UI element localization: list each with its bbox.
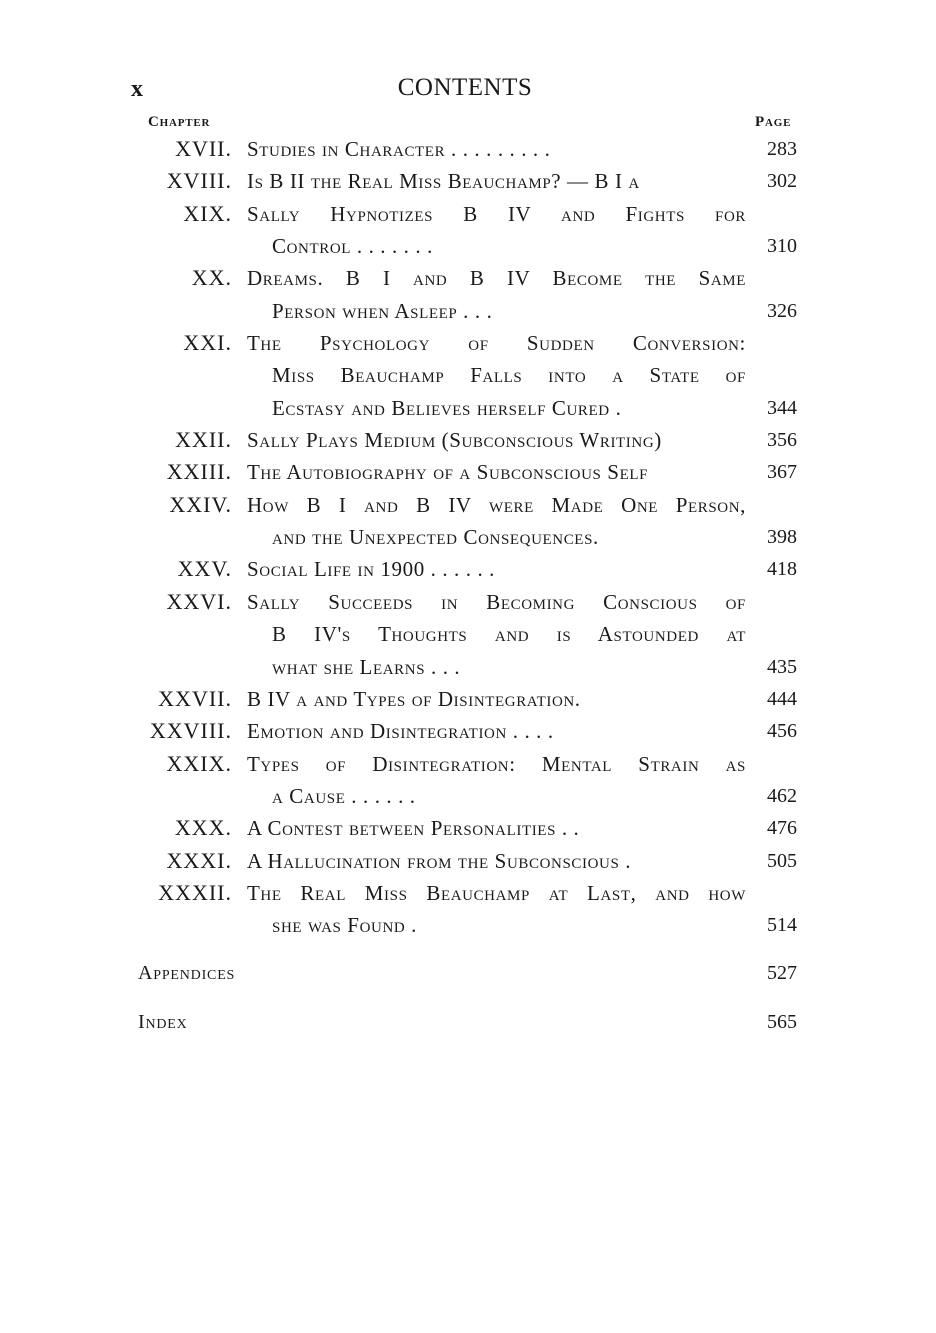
chapter-page: 444 [767, 687, 797, 710]
toc-entry [0, 715, 936, 747]
chapter-number: XVIII. [166, 168, 232, 194]
toc-line [0, 586, 936, 618]
toc-entry [0, 748, 936, 813]
toc-line [0, 845, 936, 877]
chapter-title: Emotion and Disintegration . . . . [247, 719, 554, 744]
index-page: 565 [767, 1011, 797, 1033]
toc-line [0, 683, 936, 715]
toc-entry [0, 262, 936, 327]
appendices-page: 527 [767, 962, 797, 984]
chapter-title: Sally Succeeds in Becoming Conscious of [247, 589, 746, 614]
toc-line [0, 262, 936, 294]
toc-line [0, 715, 936, 747]
chapter-title: what she Learns . . . [272, 654, 461, 679]
toc-entry [0, 845, 936, 877]
chapter-page: 302 [767, 170, 797, 193]
chapter-number: XXX. [174, 815, 232, 841]
chapter-title: The Real Miss Beauchamp at Last, and how [247, 880, 746, 905]
toc-entry [0, 553, 936, 585]
chapter-title: Control . . . . . . . [272, 234, 433, 259]
toc-entry [0, 812, 936, 844]
toc-line [0, 812, 936, 844]
chapter-page: 398 [767, 526, 797, 549]
chapter-page: 283 [767, 138, 797, 160]
toc-entry [0, 877, 936, 942]
chapter-number: XXVIII. [149, 718, 232, 744]
chapter-title: and the Unexpected Consequences. [272, 525, 599, 550]
chapter-title: Studies in Character . . . . . . . . . [247, 137, 551, 161]
chapter-title: Sally Plays Medium (Subconscious Writing) [247, 428, 662, 453]
chapter-title: The Psychology of Sudden Conversion: [247, 331, 746, 356]
chapter-page: 367 [767, 461, 797, 484]
chapter-page: 514 [767, 914, 797, 937]
toc-line [0, 877, 936, 909]
running-head-title: CONTENTS [397, 74, 533, 101]
chapter-title: Person when Asleep . . . [272, 298, 493, 323]
toc-line [0, 909, 936, 941]
chapter-page: 326 [767, 299, 797, 322]
chapter-title: The Autobiography of a Subconscious Self [247, 460, 649, 485]
chapter-page: 505 [767, 849, 797, 872]
toc-line [0, 651, 936, 683]
toc-line [0, 618, 936, 650]
toc-line [0, 198, 936, 230]
toc-line [0, 133, 936, 165]
chapter-page: 344 [767, 396, 797, 419]
toc-list [0, 133, 936, 942]
page-column-label: Page [755, 114, 792, 130]
chapter-page: 476 [767, 817, 797, 840]
chapter-page: 418 [767, 558, 797, 581]
toc-line [0, 780, 936, 812]
toc-line [0, 553, 936, 585]
toc-line [0, 165, 936, 197]
chapter-number: XXIII. [166, 459, 232, 485]
chapter-title: Is B II the Real Miss Beauchamp? — B I a [247, 169, 640, 194]
appendices-title: Appendices [138, 962, 236, 984]
chapter-number: XXXI. [166, 847, 232, 873]
toc-entry [0, 586, 936, 683]
index-title: Index [138, 1011, 188, 1033]
toc-entry [0, 327, 936, 424]
chapter-number: XXIV. [169, 491, 232, 517]
chapter-number: XXI. [183, 330, 232, 356]
toc-entry [0, 456, 936, 488]
toc-line [0, 456, 936, 488]
toc-line [0, 359, 936, 391]
toc-entry [0, 165, 936, 197]
chapter-page: 356 [767, 429, 797, 452]
toc-line [0, 424, 936, 456]
toc-line [0, 327, 936, 359]
chapter-title: a Cause . . . . . . [272, 783, 416, 808]
chapter-number: XXII. [175, 427, 232, 453]
chapter-title: How B I and B IV were Made One Person, [247, 492, 746, 517]
chapter-page: 462 [767, 784, 797, 807]
chapter-page: 310 [767, 235, 797, 258]
chapter-title: B IV's Thoughts and is Astounded at [272, 622, 746, 647]
toc-line [0, 489, 936, 521]
chapter-number: XXVI. [166, 588, 232, 614]
toc-entry [0, 198, 936, 263]
chapter-title: Ecstasy and Believes herself Cured . [272, 395, 622, 420]
toc-line [0, 392, 936, 424]
toc-entry [0, 133, 936, 165]
chapter-number: XIX. [183, 200, 232, 226]
chapter-title: Types of Disintegration: Mental Strain as [247, 751, 746, 776]
chapter-title: Dreams. B I and B IV Become the Same [247, 266, 746, 291]
chapter-number: XXIX. [166, 750, 232, 776]
toc-line [0, 748, 936, 780]
chapter-title: B IV a and Types of Disintegration. [247, 686, 581, 711]
chapter-column-label: Chapter [148, 114, 211, 130]
chapter-number: XXV. [177, 556, 232, 582]
chapter-page: 435 [767, 655, 797, 678]
chapter-number: XXVII. [158, 685, 232, 711]
chapter-title: she was Found . [272, 913, 418, 938]
toc-line [0, 521, 936, 553]
chapter-title: Sally Hypnotizes B IV and Fights for [247, 201, 746, 226]
toc-entry [0, 424, 936, 456]
chapter-number: XVII. [175, 136, 232, 161]
toc-line [0, 295, 936, 327]
toc-line [0, 230, 936, 262]
chapter-number: XXXII. [158, 879, 232, 905]
chapter-title: Miss Beauchamp Falls into a State of [272, 363, 746, 388]
chapter-page: 456 [767, 720, 797, 743]
chapter-title: A Contest between Personalities . . [247, 816, 580, 841]
page-number: x [131, 76, 143, 102]
chapter-title: Social Life in 1900 . . . . . . [247, 557, 496, 582]
toc-entry [0, 489, 936, 554]
chapter-title: A Hallucination from the Subconscious . [247, 848, 632, 873]
chapter-number: XX. [191, 265, 232, 291]
toc-entry [0, 683, 936, 715]
